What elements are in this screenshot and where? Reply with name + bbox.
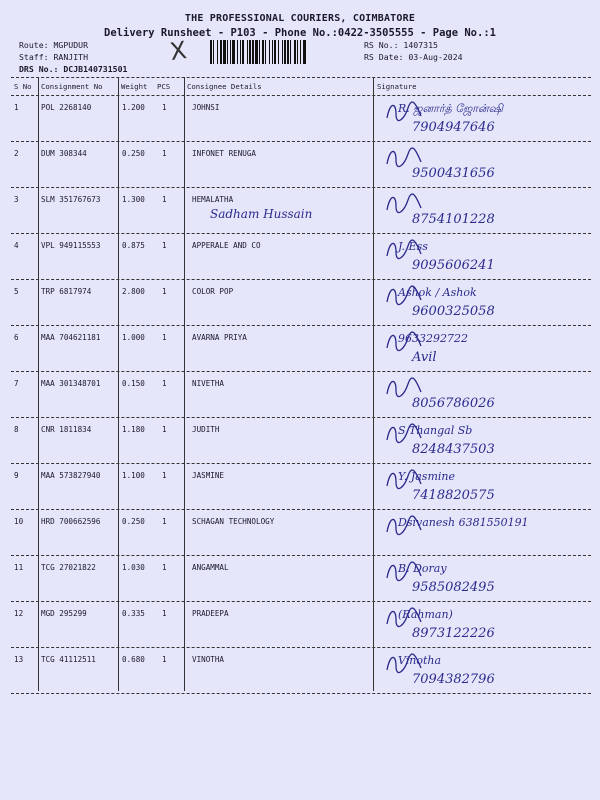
signature-phone: 8754101228 — [412, 212, 495, 227]
signature-phone: 9600325058 — [412, 304, 495, 319]
signature-phone: 8973122226 — [412, 626, 495, 641]
signature-text: S Thangal Sb — [398, 424, 473, 437]
consignment-number: MAA 704621181 — [41, 333, 101, 342]
consignment-number: POL 2268140 — [41, 103, 92, 112]
consignee-name: VINOTHA — [192, 655, 225, 664]
serial-number: 2 — [14, 149, 19, 158]
consignee-name: HEMALATHA — [192, 195, 234, 204]
weight-value: 0.335 — [122, 609, 145, 618]
serial-number: 1 — [14, 103, 19, 112]
table-row — [0, 326, 600, 372]
barcode-image — [210, 40, 355, 64]
consignment-number: TCG 41112511 — [41, 655, 96, 664]
drs-number: DRS No.: DCJB140731501 — [19, 64, 128, 74]
pieces-count: 1 — [162, 195, 167, 204]
serial-number: 10 — [14, 517, 24, 526]
weight-value: 0.250 — [122, 149, 145, 158]
consignment-number: TRP 6817974 — [41, 287, 92, 296]
table-row — [0, 464, 600, 510]
weight-value: 1.000 — [122, 333, 145, 342]
consignment-number: MAA 301348701 — [41, 379, 101, 388]
signature-text: Dsivanesh 6381550191 — [398, 516, 529, 529]
consignee-name: AVARNA PRIYA — [192, 333, 247, 342]
consignment-number: MGD 295299 — [41, 609, 87, 618]
signature-text: Ashok / Ashok — [398, 286, 477, 299]
signature-phone: 8056786026 — [412, 396, 495, 411]
route-label: Route: MGPUDUR — [19, 40, 89, 50]
signature-phone: 9585082495 — [412, 580, 495, 595]
table-row — [0, 96, 600, 142]
serial-number: 13 — [14, 655, 24, 664]
pieces-count: 1 — [162, 655, 167, 664]
signature-text: R. ஜனார்த் ஜோன்ஷி — [398, 102, 504, 115]
row-divider — [11, 693, 591, 694]
consignment-number: DUM 308344 — [41, 149, 87, 158]
table-row — [0, 648, 600, 694]
pieces-count: 1 — [162, 149, 167, 158]
serial-number: 9 — [14, 471, 19, 480]
consignment-number: HRD 700662596 — [41, 517, 101, 526]
pieces-count: 1 — [162, 425, 167, 434]
rs-number: RS No.: 1407315 — [364, 40, 438, 50]
company-title: THE PROFESSIONAL COURIERS, COIMBATORE — [184, 13, 416, 24]
consignee-name: JUDITH — [192, 425, 220, 434]
table-row — [0, 510, 600, 556]
table-row — [0, 418, 600, 464]
handwritten-note: Sadham Hussain — [210, 207, 313, 221]
pieces-count: 1 — [162, 103, 167, 112]
consignee-name: NIVETHA — [192, 379, 225, 388]
handwritten-x-mark: X — [168, 35, 189, 67]
col-header-signature: Signature — [377, 82, 417, 91]
signature-text: 9633292722 — [398, 332, 468, 345]
table-row — [0, 372, 600, 418]
serial-number: 8 — [14, 425, 19, 434]
weight-value: 0.680 — [122, 655, 145, 664]
col-header-pcs: PCS — [157, 82, 171, 91]
col-header-sno: S No — [14, 82, 32, 91]
consignee-name: JOHNSI — [192, 103, 220, 112]
consignment-number: TCG 27021822 — [41, 563, 96, 572]
weight-value: 2.800 — [122, 287, 145, 296]
col-header-weight: Weight — [121, 82, 148, 91]
weight-value: 1.200 — [122, 103, 145, 112]
table-row — [0, 234, 600, 280]
signature-phone: 7418820575 — [412, 488, 495, 503]
pieces-count: 1 — [162, 241, 167, 250]
consignee-name: APPERALE AND CO — [192, 241, 261, 250]
consignment-number: CNR 1811834 — [41, 425, 92, 434]
signature-phone: 9500431656 — [412, 166, 495, 181]
pieces-count: 1 — [162, 471, 167, 480]
pieces-count: 1 — [162, 287, 167, 296]
serial-number: 4 — [14, 241, 19, 250]
signature-phone: 9095606241 — [412, 258, 495, 273]
weight-value: 1.030 — [122, 563, 145, 572]
pieces-count: 1 — [162, 517, 167, 526]
pieces-count: 1 — [162, 609, 167, 618]
consignee-name: PRADEEPA — [192, 609, 229, 618]
col-header-consignee: Consignee Details — [187, 82, 262, 91]
pieces-count: 1 — [162, 563, 167, 572]
table-row — [0, 142, 600, 188]
consignee-name: ANGAMMAL — [192, 563, 229, 572]
signature-text: J. Ess — [398, 240, 428, 253]
signature-text: Vinotha — [398, 654, 442, 667]
pieces-count: 1 — [162, 379, 167, 388]
table-row — [0, 280, 600, 326]
signature-text: (Rahman) — [398, 608, 453, 621]
table-top-divider — [11, 77, 591, 78]
weight-value: 1.300 — [122, 195, 145, 204]
consignee-name: COLOR POP — [192, 287, 234, 296]
consignee-name: INFONET RENUGA — [192, 149, 257, 158]
weight-value: 0.150 — [122, 379, 145, 388]
signature-phone: 8248437503 — [412, 442, 495, 457]
consignee-name: JASMINE — [192, 471, 225, 480]
consignment-number: MAA 573827940 — [41, 471, 101, 480]
consignment-number: SLM 351767673 — [41, 195, 101, 204]
table-row — [0, 188, 600, 234]
consignment-number: VPL 949115553 — [41, 241, 101, 250]
serial-number: 7 — [14, 379, 19, 388]
rs-date: RS Date: 03-Aug-2024 — [364, 52, 463, 62]
signature-phone: 7904947646 — [412, 120, 495, 135]
consignee-name: SCHAGAN TECHNOLOGY — [192, 517, 275, 526]
weight-value: 1.180 — [122, 425, 145, 434]
serial-number: 5 — [14, 287, 19, 296]
pieces-count: 1 — [162, 333, 167, 342]
serial-number: 11 — [14, 563, 24, 572]
signature-text: B. Doray — [398, 562, 447, 575]
col-header-consignment: Consignment No — [41, 82, 103, 91]
signature-text: Y. Jasmine — [398, 470, 455, 483]
weight-value: 0.250 — [122, 517, 145, 526]
weight-value: 0.875 — [122, 241, 145, 250]
staff-label: Staff: RANJITH — [19, 52, 89, 62]
serial-number: 6 — [14, 333, 19, 342]
barcode-bar — [306, 40, 307, 64]
weight-value: 1.100 — [122, 471, 145, 480]
serial-number: 12 — [14, 609, 24, 618]
runsheet-subtitle: Delivery Runsheet - P103 - Phone No.:0422-3505555 - Page No.:1 — [104, 27, 496, 39]
signature-phone: 7094382796 — [412, 672, 495, 687]
signature-phone: Avil — [412, 350, 437, 365]
table-row — [0, 556, 600, 602]
serial-number: 3 — [14, 195, 19, 204]
table-row — [0, 602, 600, 648]
